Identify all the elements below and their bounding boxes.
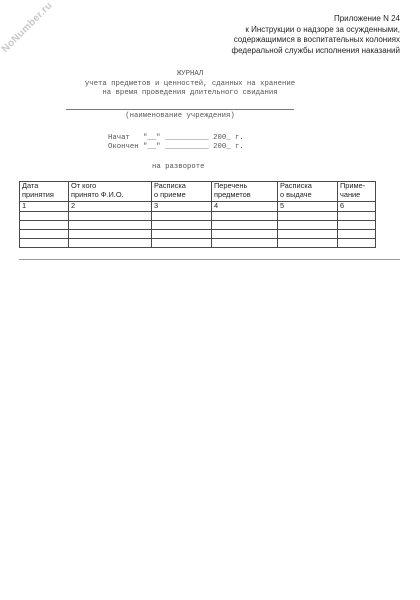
institution-label: (наименование учреждения)	[125, 112, 235, 120]
journal-subtitle-line: на время проведения длительного свидания	[102, 89, 278, 98]
table-cell	[20, 211, 69, 220]
header-cell-receipt: Расписка о приеме	[152, 182, 212, 202]
table-cell	[20, 229, 69, 238]
institution-block	[66, 109, 294, 121]
journal-heading	[40, 70, 340, 99]
column-number: 1	[20, 202, 69, 212]
table-row	[20, 229, 376, 238]
appendix-line: к Инструкции о надзоре за осужденными,	[245, 24, 400, 34]
table-cell	[69, 211, 152, 220]
table-cell	[20, 220, 69, 229]
table-cell	[338, 238, 376, 247]
table-cell	[69, 229, 152, 238]
header-cell-note: Приме- чание	[338, 182, 376, 202]
table-cell	[278, 229, 338, 238]
table-row	[20, 220, 376, 229]
appendix-line: содержащимися в воспитательных колониях	[233, 35, 400, 45]
appendix-line: Приложение N 24	[333, 14, 400, 23]
journal-title: ЖУРНАЛ	[176, 70, 204, 78]
table-cell	[338, 229, 376, 238]
table-cell	[152, 220, 212, 229]
started-date: Начат "__" __________ 200_ г.	[108, 134, 244, 142]
finished-date: Окончен "__" __________ 200_ г.	[108, 143, 244, 151]
table-cell	[212, 211, 278, 220]
table-header-row	[20, 182, 376, 202]
table-cell	[338, 211, 376, 220]
table-cell	[69, 220, 152, 229]
spread-label: на развороте	[152, 163, 205, 171]
table-cell	[338, 220, 376, 229]
table-cell	[278, 238, 338, 247]
table-row	[20, 238, 376, 247]
appendix-note	[160, 14, 400, 56]
header-cell-issue: Расписка о выдаче	[278, 182, 338, 202]
journal-table	[19, 181, 376, 248]
table-cell	[152, 229, 212, 238]
column-number: 6	[338, 202, 376, 212]
table-row	[20, 211, 376, 220]
table-cell	[212, 229, 278, 238]
page-divider	[19, 259, 400, 260]
watermark: NoNumber.ru	[0, 0, 55, 55]
institution-underline	[66, 109, 294, 110]
appendix-line: федеральной службы исполнения наказаний	[231, 45, 400, 55]
column-number: 3	[152, 202, 212, 212]
table-cell	[69, 238, 152, 247]
journal-dates	[108, 134, 244, 152]
header-cell-from: От кого принято Ф.И.О.	[69, 182, 152, 202]
header-cell-date: Дата принятия	[20, 182, 69, 202]
table-cell	[212, 220, 278, 229]
table-cell	[278, 211, 338, 220]
column-number: 2	[69, 202, 152, 212]
table-cell	[212, 238, 278, 247]
column-number: 5	[278, 202, 338, 212]
column-number: 4	[212, 202, 278, 212]
table-cell	[152, 211, 212, 220]
table-cell	[152, 238, 212, 247]
table-cell	[20, 238, 69, 247]
table-number-row	[20, 202, 376, 212]
header-cell-items: Перечень предметов	[212, 182, 278, 202]
journal-subtitle-line: учета предметов и ценностей, сданных на хранение	[84, 79, 296, 88]
table-cell	[278, 220, 338, 229]
